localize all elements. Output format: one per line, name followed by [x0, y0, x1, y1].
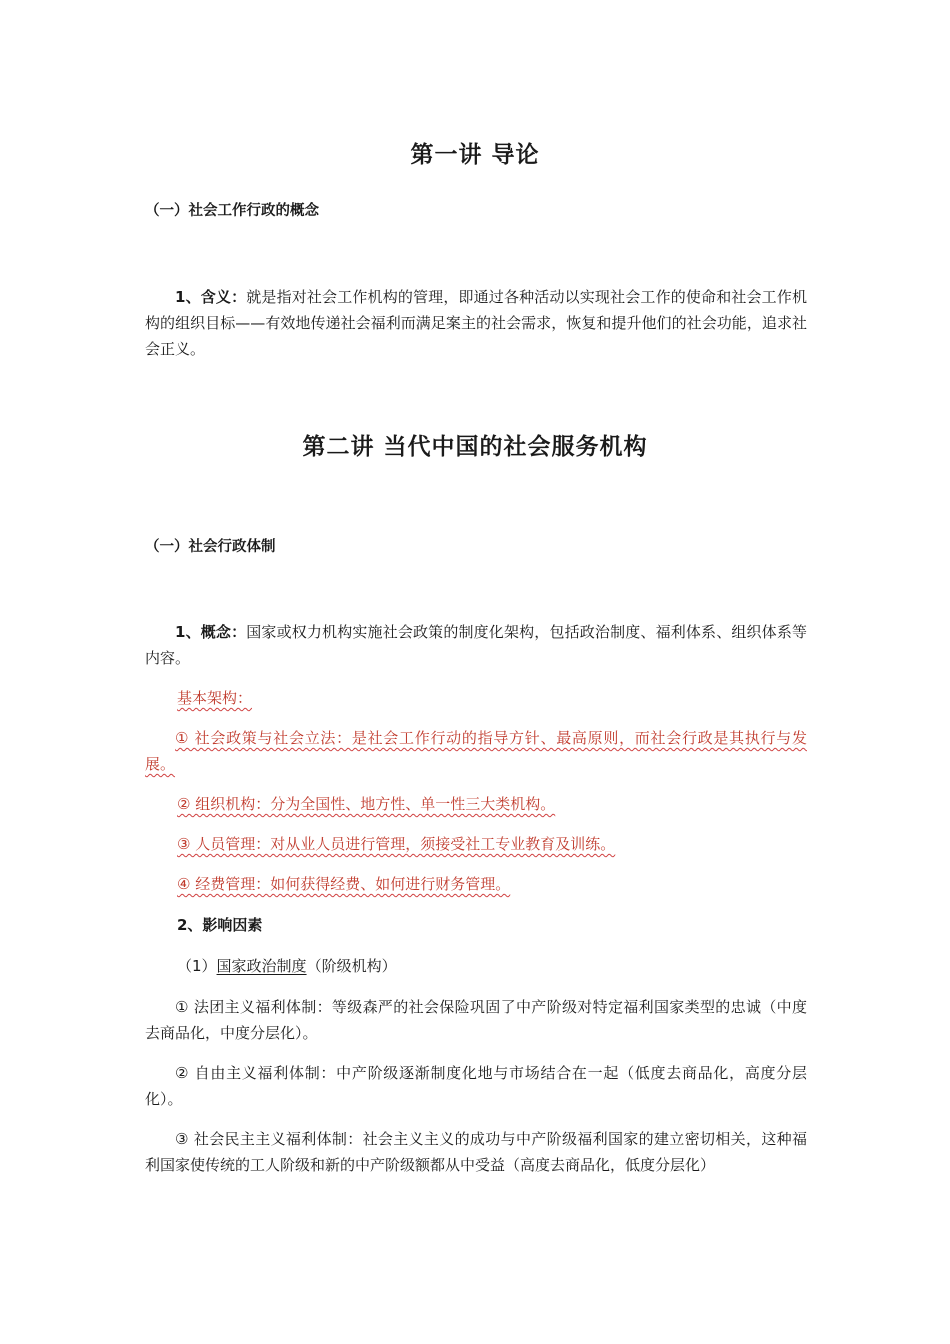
concept-paragraph	[145, 619, 807, 671]
framework-item-4	[177, 871, 510, 897]
factor-1-term: 国家政治制度	[216, 957, 307, 975]
concept-text: 国家或权力机构实施社会政策的制度化架构，包括政治制度、福利体系、组织体系等内容。	[145, 623, 808, 667]
concept-label: 1、概念：	[175, 623, 247, 641]
influence-factors-heading: 2、影响因素	[177, 916, 263, 934]
framework-item-2-text: ② 组织机构：分为全国性、地方性、单一性三大类机构。	[177, 795, 556, 813]
regime-liberal: ② 自由主义福利体制：中产阶级逐渐制度化地与市场结合在一起（低度去商品化，高度分层化）。	[145, 1064, 807, 1108]
lecture-1-title: 第一讲 导论	[410, 142, 540, 168]
regime-social-democratic: ③ 社会民主主义福利体制：社会主义主义的成功与中产阶级福利国家的建立密切相关，这种福利国家使传统的工人阶级和新的中产阶级额都从中受益（高度去商品化，低度分层化）	[145, 1130, 807, 1174]
lecture-2-section-heading: （一）社会行政体制	[145, 539, 276, 555]
framework-item-1-text: ① 社会政策与社会立法：是社会工作行动的指导方针、最高原则，而社会行政是其执行与发展。	[145, 729, 807, 773]
factor-1-line	[177, 953, 397, 979]
framework-heading-text: 基本架构：	[177, 689, 253, 707]
framework-item-1	[145, 725, 807, 777]
framework-item-2	[177, 791, 555, 817]
definition-paragraph	[145, 284, 807, 362]
framework-item-3-text: ③ 人员管理：对从业人员进行管理，须接受社工专业教育及训练。	[177, 835, 616, 853]
factor-1-number: （1）	[177, 957, 217, 975]
framework-item-4-text: ④ 经费管理：如何获得经费、如何进行财务管理。	[177, 875, 511, 893]
framework-item-3	[177, 831, 615, 857]
framework-heading	[177, 685, 252, 711]
definition-label: 1、含义：	[175, 288, 247, 306]
factor-1-note: （阶级机构）	[306, 957, 397, 975]
regime-corporatist: ① 法团主义福利体制：等级森严的社会保险巩固了中产阶级对特定福利国家类型的忠诚（中度去商品化，中度分层化）。	[145, 998, 807, 1042]
lecture-1-section-heading: （一）社会工作行政的概念	[145, 203, 319, 219]
lecture-2-title: 第二讲 当代中国的社会服务机构	[302, 434, 648, 460]
definition-text: 就是指对社会工作机构的管理，即通过各种活动以实现社会工作的使命和社会工作机构的组织目标——有效地传递社会福利而满足案主的社会需求，恢复和提升他们的社会功能，追求社会正义。	[145, 288, 808, 358]
